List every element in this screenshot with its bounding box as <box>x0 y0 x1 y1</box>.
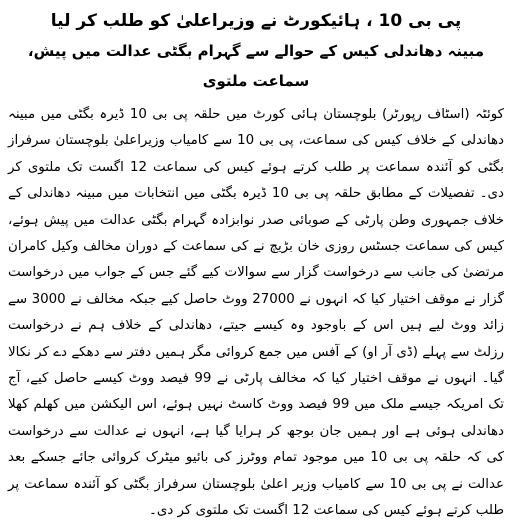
headline: پی بی 10 ، ہائیکورٹ نے وزیراعلیٰ کو طلب کر لیا <box>50 11 462 31</box>
article-body: کوئٹہ (اسٹاف رپورٹر) بلوچستان ہائی کورٹ میں حلقہ پی بی 10 ڈیرہ بگٹی میں مبینہ دھاندلی کے خلاف کیس کی سماعت، پی بی 10 سے کامیاب وزیراعلیٰ بلوچستان سرفراز بگٹی کو آئندہ سماعت پر طلب کرتے ہوئے کیس کی سماعت 12 اگست تک ملتوی کر دی۔ تفصیلات کے مطابق حلقہ پی بی 10 ڈیرہ بگٹی میں انتخابات میں مبینہ دھاندلی کے خلاف جمہوری وطن پارٹی کے صوبائی صدر نوابزادہ گہرام بگٹی عدالت میں پیش ہوئے، کیس کی سماعت جسٹس روزی خان بڑیچ نے کی سماعت کے دوران مخالف وکیل کامران مرتضیٰ کی جانب سے درخواست گزار سے سوالات کیے گئے جس کے جواب میں درخواست گزار نے موقف اختیار کیا کہ انہوں نے 27000 ووٹ حاصل کیے جبکہ مخالف نے 3000 سے زائد ووٹ لیے ہیں اس کے باوجود وہ کیسے جیتے، دھاندلی کے خلاف ہم نے درخواست رزلٹ سے پہلے (ڈی آر او) کے آفس میں جمع کروائی مگر ہمیں دفتر سے دھکے دے کر نکالا گیا۔ انہوں نے موقف اختیار کیا کہ مخالف پارٹی نے 99 فیصد ووٹ کیسے حاصل کیے، آج تک امریکہ جیسے ملک میں 99 فیصد ووٹ کاسٹ نہیں ہوئے، اس الیکشن میں کھلم کھلا دھاندلی ہوئی ہے اور ہمیں جان بوجھ کر ہرایا گیا ہے، انہوں نے عدالت سے درخواست کی کہ حلقہ پی بی 10 میں موجود تمام ووٹرز کی بائیو میٹرک کروائی جائے جسکے بعد عدالت نے پی بی 10 سے کامیاب وزیر اعلیٰ بلوچستان سرفراز بگٹی کو آئندہ سماعت پر طلب کرتے ہوئے کیس کی سماعت 12 اگست تک ملتوی کر دی۔ <box>8 107 505 519</box>
subheadline: مبینہ دھاندلی کیس کے حوالے سے گہرام بگٹی عدالت میں پیش، سماعت ملتوی <box>27 42 485 90</box>
